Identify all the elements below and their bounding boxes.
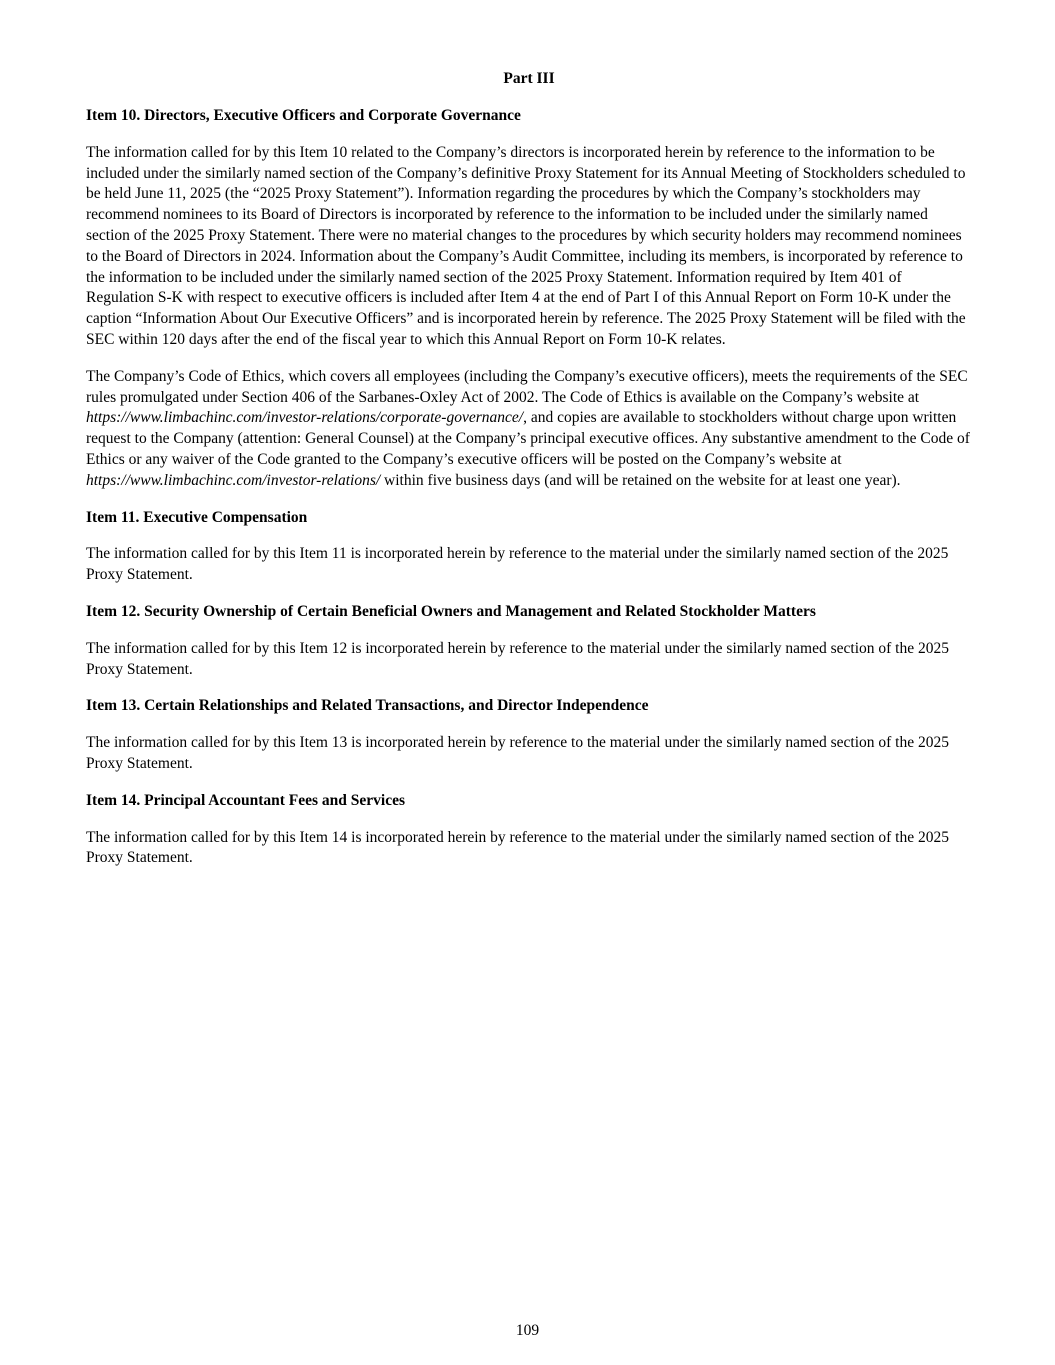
corporate-governance-link[interactable]: https://www.limbachinc.com/investor-relations/corporate-governance/ — [86, 409, 524, 427]
item-13-paragraph: The information called for by this Item 13 is incorporated herein by reference to the material under the similarly named section of the 2025 Proxy Statement. — [86, 734, 949, 772]
item-11-heading: Item 11. Executive Compensation — [86, 508, 308, 526]
item-10-heading: Item 10. Directors, Executive Officers and Corporate Governance — [86, 107, 521, 124]
item-12-heading: Item 12. Security Ownership of Certain Beneficial Owners and Management and Related Stockholder Matters — [86, 602, 816, 620]
item-10-paragraph-2-text-b: , and copies are available to stockholders without charge upon written request to the Company (attention: General Counsel) at the Company’s principal executive offices. Any substantive amendment to the Code of Ethics or any waiver of the Code granted to the Company’s executive officers will be posted on the Company’s website at — [86, 409, 970, 468]
item-14-heading: Item 14. Principal Accountant Fees and Services — [86, 791, 406, 809]
item-10-paragraph-2-text-a: The Company’s Code of Ethics, which covers all employees (including the Company’s executive officers), meets the requirements of the SEC rules promulgated under Section 406 of the Sarbanes-Oxley Act of 2002. The Code of Ethics is available on the Company’s website at — [86, 367, 968, 406]
item-14-paragraph: The information called for by this Item 14 is incorporated herein by reference to the material under the similarly named section of the 2025 Proxy Statement. — [86, 828, 949, 867]
document-page — [86, 69, 972, 885]
investor-relations-link[interactable]: https://www.limbachinc.com/investor-relations/ — [86, 471, 381, 489]
item-10-paragraph-1: The information called for by this Item 10 related to the Company’s directors is incorporated herein by reference to the information to be included under the similarly named section of the Company’s definitive Proxy Statement for its Annual Meeting of Stockholders scheduled to be held June 11, 2025 (the “2025 Proxy Statement”). Information regarding the procedures by which the Company’s stockholders may recommend nominees to its Board of Directors is incorporated by reference to the information to be included under the similarly named section of the 2025 Proxy Statement. There were no material changes to the procedures by which security holders may recommend nominees to the Board of Directors in 2024. Information about the Company’s Audit Committee, including its members, is incorporated by reference to the information to be included under the similarly named section of the 2025 Proxy Statement. Information required by Item 401 of Regulation S-K with respect to executive officers is included after Item 4 at the end of Part I of this Annual Report on Form 10-K under the caption “Information About Our Executive Officers” and is incorporated herein by reference. The 2025 Proxy Statement will be filed with the SEC within 120 days after the end of the fiscal year to which this Annual Report on Form 10-K relates. — [86, 143, 966, 348]
part-title: Part III — [503, 70, 555, 87]
item-13-heading: Item 13. Certain Relationships and Related Transactions, and Director Independence — [86, 697, 649, 715]
item-10-paragraph-2 — [86, 367, 972, 492]
page-number: 109 — [515, 1322, 540, 1339]
item-12-paragraph: The information called for by this Item 12 is incorporated herein by reference to the material under the similarly named section of the 2025 Proxy Statement. — [86, 639, 949, 678]
item-11-paragraph: The information called for by this Item 11 is incorporated herein by reference to the material under the similarly named section of the 2025 Proxy Statement. — [86, 545, 949, 584]
item-10-paragraph-2-text-c: within five business days (and will be retained on the website for at least one year). — [380, 471, 901, 489]
